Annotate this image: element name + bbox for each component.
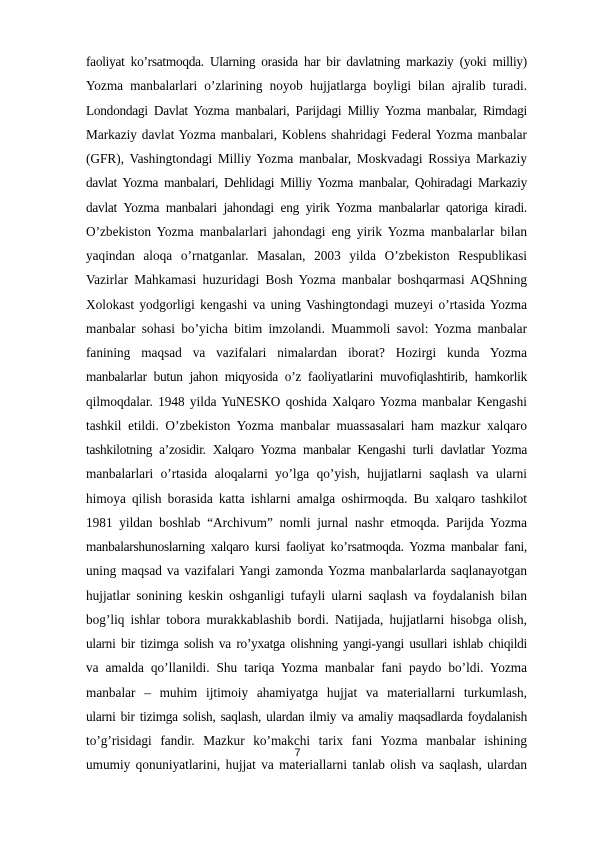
text-line: himoya qilish borasida katta ishlarni amalga oshirmoqda. Bu xalqaro tashkilot bbox=[86, 490, 527, 506]
text-line: faoliyat ko’rsatmoqda. Ularning orasida har bir davlatning markaziy (yoki milliy) bbox=[86, 54, 527, 69]
text-line: bog’liq ishlar tobora murakkablashib bordi. Natijada, hujjatlarni hisobga olish, bbox=[86, 611, 527, 627]
text-line: ularni bir tizimga solish, saqlash, ulardan ilmiy va amaliy maqsadlarda foydalanish bbox=[86, 708, 527, 724]
text-line: Londondagi Davlat Yozma manbalari, Parijdagi Milliy Yozma manbalar, Rimdagi bbox=[86, 102, 527, 118]
text-line: fanining maqsad va vazifalari nimalardan iborat? Hozirgi kunda Yozma bbox=[86, 345, 527, 360]
text-line: davlat Yozma manbalari jahondagi eng yirik Yozma manbalarlar qatoriga kiradi. bbox=[86, 199, 527, 215]
text-line: Vazirlar Mahkamasi huzuridagi Bosh Yozma manbalar boshqarmasi AQShning bbox=[86, 272, 527, 288]
body-text bbox=[86, 50, 527, 778]
text-line: manbalarlari o’rtasida aloqalarni yo’lga qo’yish, hujjatlarni saqlash va ularni bbox=[86, 466, 527, 482]
text-line: davlat Yozma manbalari, Dehlidagi Milliy Yozma manbalar, Qohiradagi Markaziy bbox=[86, 175, 527, 191]
text-line: hujjatlar sonining keskin oshganligi tufayli ularni saqlash va foydalanish bilan bbox=[86, 587, 527, 603]
text-line: uning maqsad va vazifalari Yangi zamonda Yozma manbalarlarda saqlanayotgan bbox=[86, 563, 527, 579]
text-line: yaqindan aloqa o’rnatganlar. Masalan, 2003 yilda O’zbekiston Respublikasi bbox=[86, 248, 527, 263]
text-line: manbalar sohasi bo’yicha bitim imzolandi. Muammoli savol: Yozma manbalar bbox=[86, 320, 527, 336]
text-line: Xolokast yodgorligi kengashi va uning Vashingtondagi muzeyi o’rtasida Yozma bbox=[86, 296, 527, 312]
text-line: qilmoqdalar. 1948 yilda YuNESKO qoshida Xalqaro Yozma manbalar Kengashi bbox=[86, 393, 527, 409]
text-line: va amalda qo’llanildi. Shu tariqa Yozma manbalar fani paydo bo’ldi. Yozma bbox=[86, 660, 527, 676]
text-line: umumiy qonuniyatlarini, hujjat va materiallarni tanlab olish va saqlash, ulardan bbox=[86, 757, 527, 773]
text-line: manbalar – muhim ijtimoiy ahamiyatga hujjat va materiallarni turkumlash, bbox=[86, 684, 527, 700]
text-line: manbalarlar butun jahon miqyosida o’z faoliyatlarini muvofiqlashtirib, hamkorlik bbox=[86, 369, 527, 385]
text-line: to’g’risidagi fandir. Mazkur ko’makchi tarix fani Yozma manbalar ishining bbox=[86, 733, 527, 748]
text-line: Yozma manbalarlari o’zlarining noyob hujjatlarga boyligi bilan ajralib turadi. bbox=[86, 78, 527, 94]
text-line: Markaziy davlat Yozma manbalari, Koblens shahridagi Federal Yozma manbalar bbox=[86, 126, 527, 142]
text-line: O’zbekiston Yozma manbalarlari jahondagi eng yirik Yozma manbalarlar bilan bbox=[86, 223, 527, 239]
text-line: ularni bir tizimga solish va ro’yxatga olishning yangi-yangi usullari ishlab chiqildi bbox=[86, 636, 527, 651]
text-line: (GFR), Vashingtondagi Milliy Yozma manbalar, Moskvadagi Rossiya Markaziy bbox=[86, 151, 527, 166]
text-line: manbalarshunoslarning xalqaro kursi faoliyat ko’rsatmoqda. Yozma manbalar fani, bbox=[86, 539, 527, 554]
page-number: 7 bbox=[294, 747, 301, 759]
text-line: 1981 yildan boshlab “Archivum” nomli jurnal nashr etmoqda. Parijda Yozma bbox=[86, 514, 527, 530]
text-line: tashkil etildi. O’zbekiston Yozma manbalar muassasalari ham mazkur xalqaro bbox=[86, 417, 527, 433]
text-line: tashkilotning a’zosidir. Xalqaro Yozma manbalar Kengashi turli davlatlar Yozma bbox=[86, 442, 527, 457]
